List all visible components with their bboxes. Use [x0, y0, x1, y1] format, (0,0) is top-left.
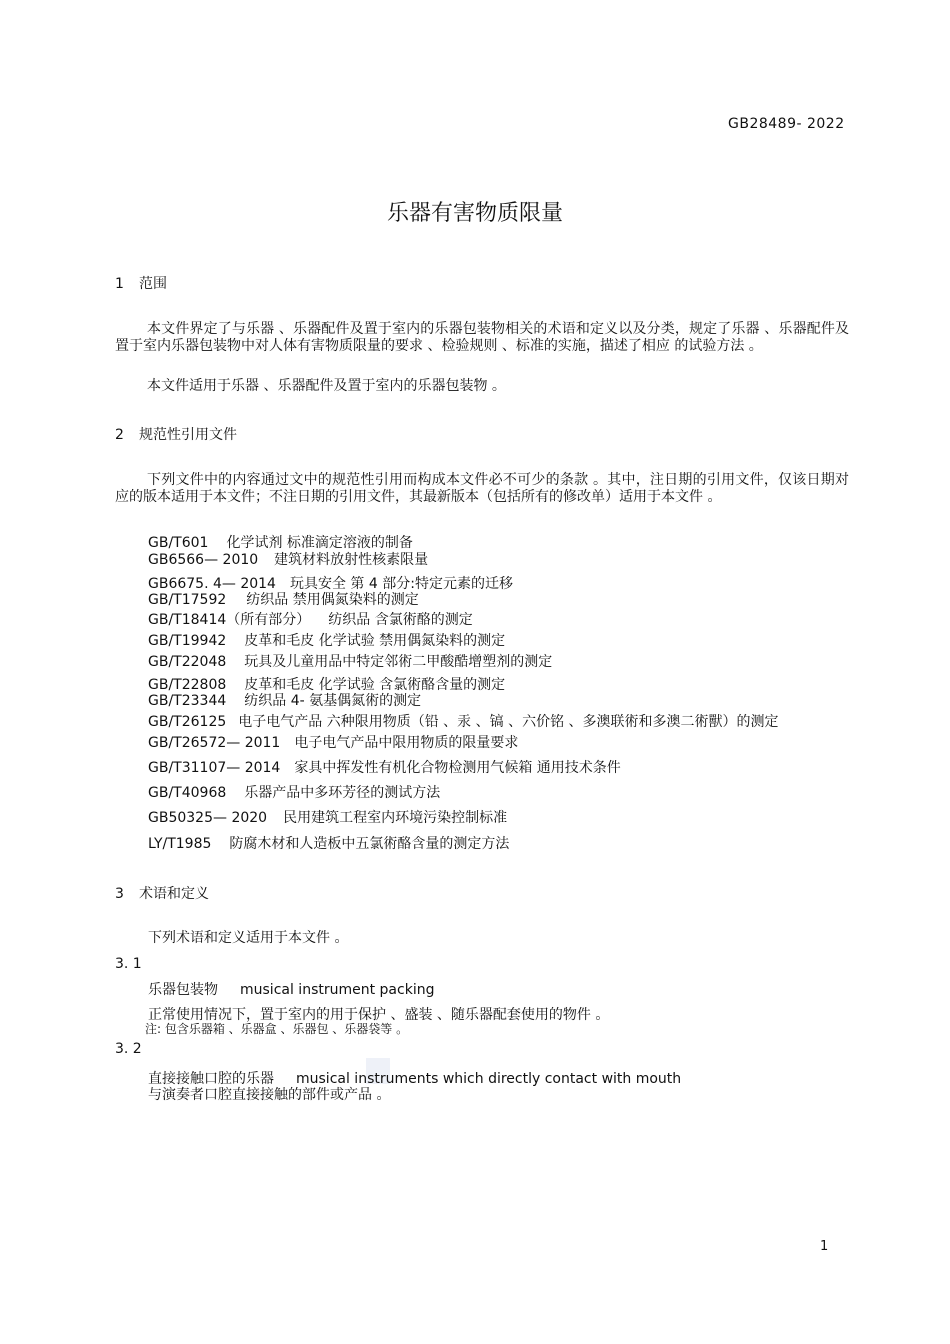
scope-paragraph-1: 本文件界定了与乐器 、乐器配件及置于室内的乐器包装物相关的术语和定义以及分类，规定了乐器 、乐器配件及置于室内乐器包装物中对人体有害物质限量的要求 、检验规则 、标准的实施，描述了相应 的试验方法 。	[115, 321, 849, 354]
reference-title: 电子电气产品中限用物质的限量要求	[294, 735, 519, 751]
term-number: 3. 2	[115, 1041, 142, 1057]
reference-code: GB6675. 4— 2014	[148, 576, 276, 592]
reference-code: GB/T26125	[148, 714, 227, 730]
term-name	[148, 979, 434, 999]
terms-intro: 下列术语和定义适用于本文件 。	[148, 930, 349, 946]
reference-item	[148, 757, 621, 777]
page-number: 1	[820, 1239, 829, 1254]
term-en: musical instrument packing	[240, 982, 435, 998]
term-zh: 直接接触口腔的乐器	[148, 1071, 274, 1087]
reference-title: 建筑材料放射性核素限量	[274, 552, 429, 568]
section-3-heading	[115, 883, 209, 903]
reference-title: 皮革和毛皮 化学试验 含氯術酪含量的测定	[244, 677, 506, 693]
reference-title: 玩具安全 第 4 部分:特定元素的迁移	[289, 576, 513, 592]
reference-code: GB/T19942	[148, 633, 227, 649]
scope-paragraph-2: 本文件适用于乐器 、乐器配件及置于室内的乐器包装物 。	[147, 378, 506, 394]
document-title: 乐器有害物质限量	[386, 201, 563, 226]
reference-title: 皮革和毛皮 化学试验 禁用偶氮染料的测定	[244, 633, 506, 649]
reference-item	[148, 651, 552, 671]
section-number: 2	[115, 427, 124, 443]
section-number: 3	[115, 886, 124, 902]
normative-references-intro: 下列文件中的内容通过文中的规范性引用而构成本文件必不可少的条款 。其中，注日期的引用文件，仅该日期对应的版本适用于本文件；不注日期的引用文件，其最新版本（包括所有的修改单）适用于本文件 。	[115, 472, 849, 505]
reference-code: LY/T1985	[148, 836, 212, 852]
reference-item	[148, 609, 473, 629]
reference-item	[148, 589, 419, 609]
reference-item	[148, 732, 518, 752]
reference-title: 玩具及儿童用品中特定邻術二甲酸酷增塑剂的测定	[244, 654, 553, 670]
reference-code: GB/T26572— 2011	[148, 735, 281, 751]
reference-title: 电子电气产品 六种限用物质（铅 、汞 、镐 、六价铭 、多澳联術和多澳二術獸）的测定	[238, 714, 779, 730]
section-title: 规范性引用文件	[139, 427, 237, 443]
section-title: 术语和定义	[139, 886, 209, 902]
reference-code: GB50325— 2020	[148, 810, 268, 826]
reference-code: GB6566— 2010	[148, 552, 259, 568]
standard-number: GB28489- 2022	[728, 116, 845, 132]
reference-item	[148, 690, 421, 710]
section-number: 1	[115, 276, 124, 292]
section-2-heading	[115, 424, 237, 444]
section-title: 范围	[139, 276, 167, 292]
reference-title: 乐器产品中多环芳径的测试方法	[244, 785, 441, 801]
term-definition: 正常使用情况下，置于室内的用于保护 、盛装 、随乐器配套使用的物件 。	[148, 1007, 610, 1023]
reference-item	[148, 549, 428, 569]
reference-title: 家具中挥发性有机化合物检测用气候箱 通用技术条件	[294, 760, 621, 776]
reference-item	[148, 833, 509, 853]
reference-title: 纺织品 含氯術酪的测定	[328, 612, 473, 628]
reference-item	[148, 807, 507, 827]
reference-code: GB/T601	[148, 535, 209, 551]
reference-code: GB/T22808	[148, 677, 227, 693]
reference-title: 化学试剂 标准滴定溶液的制备	[226, 535, 413, 551]
reference-title: 民用建筑工程室内环境污染控制标准	[283, 810, 508, 826]
reference-code: GB/T22048	[148, 654, 227, 670]
reference-title: 防腐木材和人造板中五氯術酪含量的测定方法	[229, 836, 510, 852]
reference-title: 纺织品 4- 氨基偶氮術的测定	[244, 693, 422, 709]
reference-code: GB/T18414（所有部分）	[148, 612, 311, 628]
term-definition: 与演奏者口腔直接接触的部件或产品 。	[148, 1087, 391, 1103]
term-zh: 乐器包装物	[148, 982, 218, 998]
term-note: 注: 包含乐器箱 、乐器盒 、乐器包 、乐器袋等 。	[145, 1022, 409, 1036]
reference-item	[148, 630, 505, 650]
reference-title: 纺织品 禁用偶氮染料的测定	[246, 592, 419, 608]
section-1-heading	[115, 273, 167, 293]
reference-item	[148, 711, 779, 731]
term-number: 3. 1	[115, 956, 142, 972]
reference-code: GB/T40968	[148, 785, 227, 801]
term-en: musical instruments which directly contact with mouth	[296, 1071, 682, 1087]
reference-code: GB/T17592	[148, 592, 227, 608]
reference-code: GB/T23344	[148, 693, 227, 709]
reference-item	[148, 782, 440, 802]
reference-code: GB/T31107— 2014	[148, 760, 281, 776]
